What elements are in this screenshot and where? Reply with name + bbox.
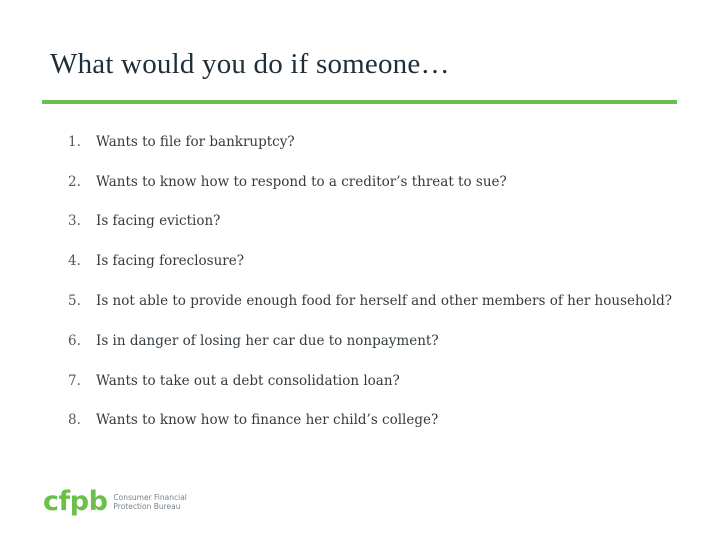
list-item-number: 1. <box>68 134 81 150</box>
list-item-text: Wants to know how to finance her child’s college? <box>96 412 439 428</box>
logo-line-2: Protection Bureau <box>113 501 181 511</box>
list-item-number: 7. <box>68 373 81 389</box>
list-item-number: 6. <box>68 333 81 349</box>
list-item-text: Wants to file for bankruptcy? <box>96 134 295 150</box>
logo-mark: cfpb <box>43 486 108 517</box>
cfpb-logo <box>43 488 187 515</box>
list-item <box>68 171 507 193</box>
list-item <box>68 250 244 272</box>
list-item-text: Is in danger of losing her car due to nonpayment? <box>96 333 439 349</box>
list-item <box>68 210 220 232</box>
list-item-text: Wants to know how to respond to a creditor’s threat to sue? <box>96 174 507 190</box>
list-item-text: Is not able to provide enough food for herself and other members of her household? <box>96 293 673 309</box>
list-item-text: Is facing eviction? <box>96 213 221 229</box>
list-item <box>68 290 672 312</box>
list-item <box>68 131 295 153</box>
logo-wordmark <box>113 493 186 511</box>
list-item-text: Wants to take out a debt consolidation loan? <box>96 373 400 389</box>
list-item <box>68 409 438 431</box>
list-item-text: Is facing foreclosure? <box>96 253 244 269</box>
list-item <box>68 330 439 352</box>
list-item-number: 2. <box>68 174 81 190</box>
list-item-number: 4. <box>68 253 81 269</box>
list-item-number: 8. <box>68 412 81 428</box>
slide-title: What would you do if someone… <box>50 48 450 80</box>
logo-line-1: Consumer Financial <box>113 492 187 502</box>
list-item-number: 3. <box>68 213 81 229</box>
list-item-number: 5. <box>68 293 81 309</box>
list-item <box>68 370 400 392</box>
